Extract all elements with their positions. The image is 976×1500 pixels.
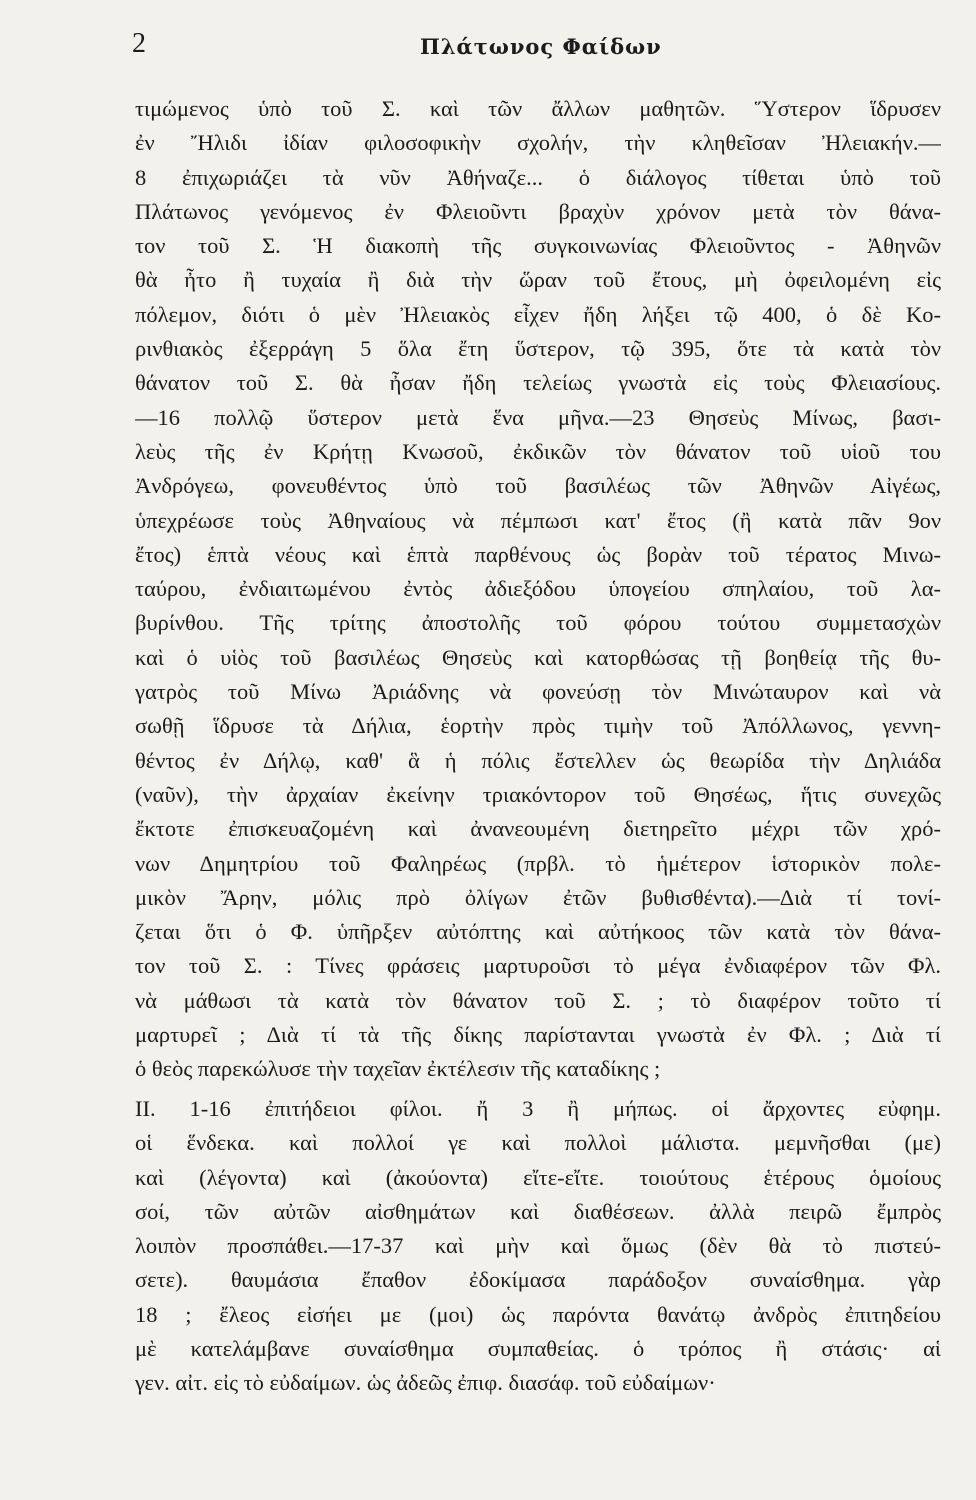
text-line: (ναῦν), τὴν ἀρχαίαν ἐκείνην τριακόντορον τοῦ Θησέως, ἥτις συνεχῶς [135, 781, 941, 807]
text-line: μαρτυρεῖ ; Διὰ τί τὰ τῆς δίκης παρίστανται γνωστὰ ἐν Φλ. ; Διὰ τί [135, 1022, 941, 1048]
text-line: θέντος ἐν Δήλῳ, καθ' ἃ ἡ πόλις ἔστελλεν ὡς θεωρίδα τὴν Δηλιάδα [135, 747, 941, 773]
text-line: ταύρου, ἐνδιαιτωμένου ἐντὸς ἀδιεξόδου ὑπογείου σπηλαίου, τοῦ λα- [135, 576, 941, 602]
text-line: σωθῇ ἵδρυσε τὰ Δήλια, ἑορτὴν πρὸς τιμὴν τοῦ Ἀπόλλωνος, γεννη- [135, 713, 941, 739]
text-line: ζεται ὅτι ὁ Φ. ὑπῆρξεν αὐτόπτης καὶ αὐτήκοος τῶν κατὰ τὸν θάνα- [135, 919, 941, 945]
text-line: ρινθιακὸς ἐξερράγη 5 ὅλα ἔτη ὕστερον, τῷ 395, ὅτε τὰ κατὰ τὸν [135, 336, 941, 362]
page-number: 2 [132, 28, 146, 59]
text-line: 8 ἐπιχωριάζει τὰ νῦν Ἀθήναζε... ὁ διάλογος τίθεται ὑπὸ τοῦ [135, 164, 941, 190]
text-line: θὰ ἦτο ἢ τυχαία ἢ διὰ τὴν ὥραν τοῦ ἔτους, μὴ ὀφειλομένη εἰς [135, 267, 941, 293]
commentary-paragraph-1 [135, 92, 941, 1087]
text-line: τον τοῦ Σ. : Τίνες φράσεις μαρτυροῦσι τὸ μέγα ἐνδιαφέρον τῶν Φλ. [135, 953, 941, 979]
text-line: οἱ ἕνδεκα. καὶ πολλοί γε καὶ πολλοὶ μάλιστα. μεμνῆσθαι (με) [135, 1130, 941, 1156]
text-line: Πλάτωνος γενόμενος ἐν Φλειοῦντι βραχὺν χρόνον μετὰ τὸν θάνα- [135, 198, 941, 224]
text-line: ὁ θεὸς παρεκώλυσε τὴν ταχεῖαν ἐκτέλεσιν τῆς καταδίκης ; [135, 1056, 661, 1082]
text-line: σοί, τῶν αὐτῶν αἰσθημάτων καὶ διαθέσεων. ἀλλὰ πειρῶ ἔμπρὸς [135, 1198, 941, 1224]
running-title: Πλάτωνος Φαίδων [420, 34, 662, 59]
text-line: II. 1-16 ἐπιτήδειοι φίλοι. ἤ 3 ἢ μήπως. οἱ ἄρχοντες εὐφημ. [135, 1096, 941, 1121]
text-line: λεὺς τῆς ἐν Κρήτῃ Κνωσοῦ, ἐκδικῶν τὸν θάνατον τοῦ υἱοῦ του [135, 438, 941, 464]
text-line: Ἀνδρόγεω, φονευθέντος ὑπὸ τοῦ βασιλέως τῶν Ἀθηνῶν Αἰγέως, [135, 473, 941, 499]
text-line: γεν. αἰτ. εἰς τὸ εὐδαίμων. ὡς ἀδεῶς ἐπιφ. διασάφ. τοῦ εὐδαίμων· [135, 1370, 716, 1396]
text-line: νὰ μάθωσι τὰ κατὰ τὸν θάνατον τοῦ Σ. ; τὸ διαφέρον τοῦτο τί [135, 987, 941, 1013]
text-line: μὲ κατελάμβανε συναίσθημα συμπαθείας. ὁ τρόπος ἢ στάσις· αἱ [135, 1336, 941, 1362]
text-line: καὶ ὁ υἱὸς τοῦ βασιλέως Θησεὺς καὶ κατορθώσας τῇ βοηθείᾳ τῆς θυ- [135, 644, 941, 670]
text-line: ἔτος) ἑπτὰ νέους καὶ ἑπτὰ παρθένους ὡς βορὰν τοῦ τέρατος Μινω- [135, 541, 941, 567]
text-line: ὑπεχρέωσε τοὺς Ἀθηναίους νὰ πέμπωσι κατ' ἔτος (ἢ κατὰ πᾶν 9ον [135, 507, 941, 533]
commentary-paragraph-2 [135, 1092, 941, 1401]
text-line: γατρὸς τοῦ Μίνω Ἀριάδνης νὰ φονεύσῃ τὸν Μινώταυρον καὶ νὰ [135, 679, 941, 705]
text-line: νων Δημητρίου τοῦ Φαληρέως (πρβλ. τὸ ἡμέτερον ἱστορικὸν πολε- [135, 850, 941, 876]
text-line: βυρίνθου. Τῆς τρίτης ἀποστολῆς τοῦ φόρου τούτου συμμετασχὼν [135, 610, 941, 636]
text-line: σετε). θαυμάσια ἔπαθον ἐδοκίμασα παράδοξον συναίσθημα. γὰρ [135, 1267, 941, 1293]
text-line: θάνατον τοῦ Σ. θὰ ἦσαν ἤδη τελείως γνωστὰ εἰς τοὺς Φλειασίους. [135, 370, 941, 396]
text-line: τον τοῦ Σ. Ἡ διακοπὴ τῆς συγκοινωνίας Φλειοῦντος - Ἀθηνῶν [135, 233, 941, 259]
text-line: —16 πολλῷ ὕστερον μετὰ ἕνα μῆνα.—23 Θησεὺς Μίνως, βασι- [135, 404, 941, 430]
text-line: καὶ (λέγοντα) καὶ (ἀκούοντα) εἴτε-εἴτε. τοιούτους ἑτέρους ὁμοίους [135, 1164, 941, 1190]
text-line: 18 ; ἔλεος εἰσήει με (μοι) ὡς παρόντα θανάτῳ ἀνδρὸς ἐπιτηδείου [135, 1301, 941, 1327]
text-line: ἐν Ἤλιδι ἰδίαν φιλοσοφικὴν σχολήν, τὴν κληθεῖσαν Ἠλειακήν.— [135, 130, 941, 156]
text-line: μικὸν Ἄρην, μόλις πρὸ ὀλίγων ἐτῶν βυθισθέντα).—Διὰ τί τονί- [135, 884, 941, 910]
text-line: ἔκτοτε ἐπισκευαζομένη καὶ ἀνανεουμένη διετηρεῖτο μέχρι τῶν χρό- [135, 816, 941, 842]
text-line: πόλεμον, διότι ὁ μὲν Ἠλειακὸς εἶχεν ἤδη λήξει τῷ 400, ὁ δὲ Κο- [135, 301, 941, 327]
text-line: λοιπὸν προσπάθει.—17-37 καὶ μὴν καὶ ὅμως (δὲν θὰ τὸ πιστεύ- [135, 1233, 941, 1259]
text-line: τιμώμενος ὑπὸ τοῦ Σ. καὶ τῶν ἄλλων μαθητῶν. Ὕστερον ἵδρυσεν [135, 96, 941, 121]
